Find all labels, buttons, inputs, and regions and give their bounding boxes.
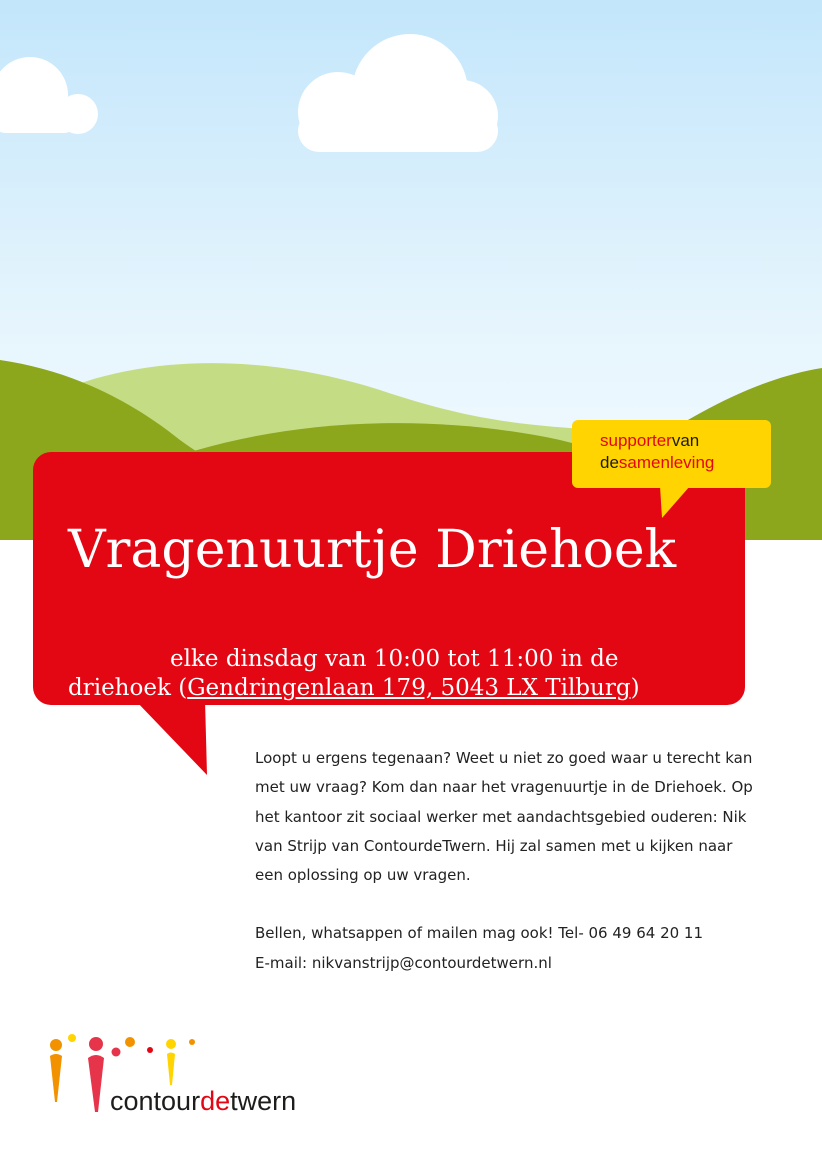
tag-word-de: de — [600, 453, 619, 472]
body-paragraph: Loopt u ergens tegenaan? Weet u niet zo goed waar u terecht kan met uw vraag? Kom dan naar het vragenuurtje in de Driehoek. Op het kantoor zit sociaal werker met aandachtsgebied ouderen: Nik van Strijp van ContourdeTwern. Hij zal samen met u kijken naar een oplossing op uw vragen. — [255, 749, 753, 885]
schedule-line-2-suffix: ) — [630, 675, 640, 701]
logo-word-twern: twern — [230, 1086, 297, 1116]
tag-word-samenleving: samenleving — [618, 453, 715, 472]
tag-word-supporter: supporter — [600, 431, 672, 450]
logo-wordmark — [110, 1086, 296, 1117]
logo-word-de: de — [200, 1086, 231, 1116]
paragraph-gap — [255, 890, 755, 919]
logo-word-contour: contour — [110, 1086, 201, 1116]
page-title: Vragenuurtje Driehoek — [68, 520, 677, 580]
schedule-text — [68, 645, 728, 703]
schedule-line-1: elke dinsdag van 10:00 tot 11:00 in de — [170, 646, 619, 672]
supporter-tag-text — [600, 430, 770, 474]
schedule-line-2-prefix: driehoek ( — [68, 675, 188, 701]
body-text — [255, 744, 755, 978]
tag-word-van: van — [671, 431, 700, 450]
speech-bubble-tail — [135, 700, 215, 780]
address-link[interactable]: Gendringenlaan 179, 5043 LX Tilburg — [187, 675, 631, 701]
contact-phone: Bellen, whatsappen of mailen mag ook! Tel- 06 49 64 20 11 — [255, 924, 704, 943]
contact-email: E-mail: nikvanstrijp@contourdetwern.nl — [255, 953, 552, 972]
supporter-tag-tail — [660, 486, 694, 520]
